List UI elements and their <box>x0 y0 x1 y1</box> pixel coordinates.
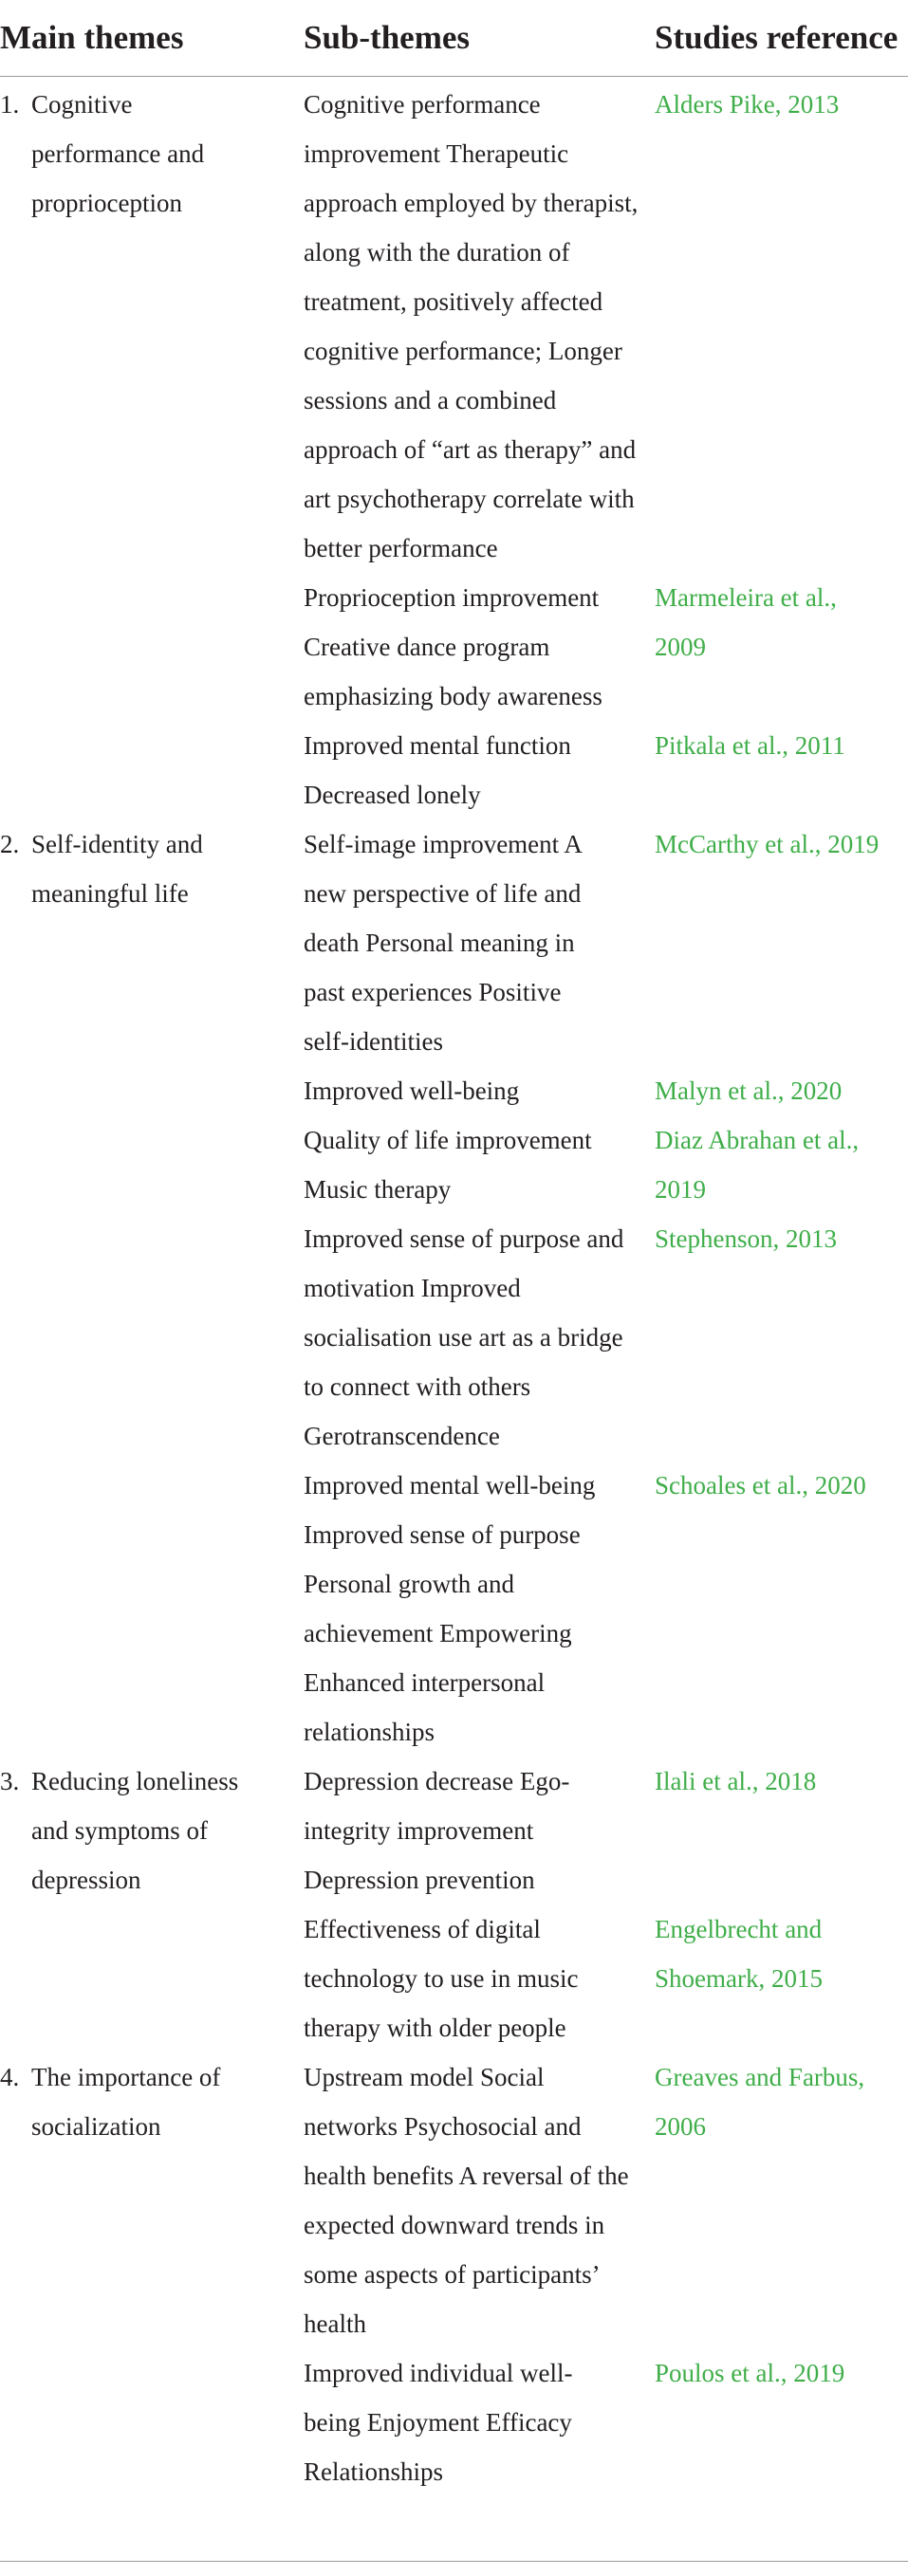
table-row <box>0 819 908 1066</box>
table-row <box>0 1461 908 1757</box>
main-theme: Cognitive performance and proprioception <box>31 90 205 217</box>
study-reference: Poulos et al., 2019 <box>655 2359 845 2387</box>
study-reference: Malyn et al., 2020 <box>655 1076 843 1105</box>
sub-theme: Cognitive performance improvement Therapeutic approach employed by therapist, along with the duration of treatment, positively affected cognitive performance; Longer sessions and a combined approach of “art as therapy” and art psychotherapy correlate with better performance <box>304 90 639 562</box>
main-theme-cell <box>0 1757 285 1904</box>
table-row <box>0 1757 908 1904</box>
header-main-themes: Main themes <box>0 19 184 56</box>
table-row <box>0 2052 908 2348</box>
table-header <box>0 0 908 77</box>
table-row <box>0 1214 908 1461</box>
study-reference: Stephenson, 2013 <box>655 1224 837 1253</box>
sub-theme: Improved sense of purpose and motivation Improved socialisation use art as a bridge to connect with others Gerotranscendence <box>304 1224 624 1450</box>
study-reference: Greaves and Farbus, 2006 <box>655 2063 865 2141</box>
main-theme: The importance of socialization <box>31 2063 221 2141</box>
study-reference: Diaz Abrahan et al., 2019 <box>655 1126 860 1204</box>
study-reference: Pitkala et al., 2011 <box>655 731 845 760</box>
sub-theme: Effectiveness of digital technology to use in music therapy with older people <box>304 1915 579 2042</box>
study-reference: Schoales et al., 2020 <box>655 1471 866 1500</box>
sub-theme: Upstream model Social networks Psychosocial and health benefits A reversal of the expected downward trends in some aspects of participants’ health <box>304 2063 629 2338</box>
main-theme-cell <box>0 80 285 228</box>
sub-theme: Self-image improvement A new perspective of life and death Personal meaning in past experiences Positive self-identities <box>304 830 582 1056</box>
table-row <box>0 80 908 562</box>
main-theme: Self-identity and meaningful life <box>31 830 203 908</box>
table-row <box>0 1904 908 2052</box>
study-reference: Ilali et al., 2018 <box>655 1767 817 1795</box>
theme-number: 3. <box>0 1767 20 1795</box>
sub-theme: Improved mental well-being Improved sense of purpose Personal growth and achievement Empowering Enhanced interpersonal relationships <box>304 1471 596 1746</box>
sub-theme: Improved individual well-being Enjoyment Efficacy Relationships <box>304 2359 573 2486</box>
table-row <box>0 721 908 819</box>
study-reference: Marmeleira et al., 2009 <box>655 583 837 661</box>
sub-theme: Improved mental function Decreased lonely <box>304 731 571 809</box>
main-theme: Reducing loneliness and symptoms of depression <box>31 1767 239 1894</box>
main-theme-cell <box>0 819 285 918</box>
study-reference: Engelbrecht and Shoemark, 2015 <box>655 1915 823 1993</box>
table-bottom-rule <box>0 2561 908 2562</box>
header-studies-reference: Studies reference <box>655 19 899 56</box>
study-reference: Alders Pike, 2013 <box>655 90 840 119</box>
sub-theme: Depression decrease Ego-integrity improvement Depression prevention <box>304 1767 570 1894</box>
main-theme-cell <box>0 2052 285 2151</box>
header-sub-themes: Sub-themes <box>304 19 471 56</box>
table-row <box>0 1115 908 1214</box>
table-row <box>0 2348 908 2496</box>
table-row-spacer <box>0 228 908 573</box>
theme-number: 2. <box>0 830 20 858</box>
theme-number: 1. <box>0 90 20 119</box>
sub-theme: Quality of life improvement Music therapy <box>304 1126 592 1204</box>
table-row <box>0 573 908 721</box>
table-body <box>0 77 908 2496</box>
sub-theme: Improved well-being <box>304 1076 520 1105</box>
theme-number: 4. <box>0 2063 20 2091</box>
table-row <box>0 1066 908 1115</box>
study-reference: McCarthy et al., 2019 <box>655 830 880 858</box>
sub-theme: Proprioception improvement Creative dance program emphasizing body awareness <box>304 583 602 710</box>
